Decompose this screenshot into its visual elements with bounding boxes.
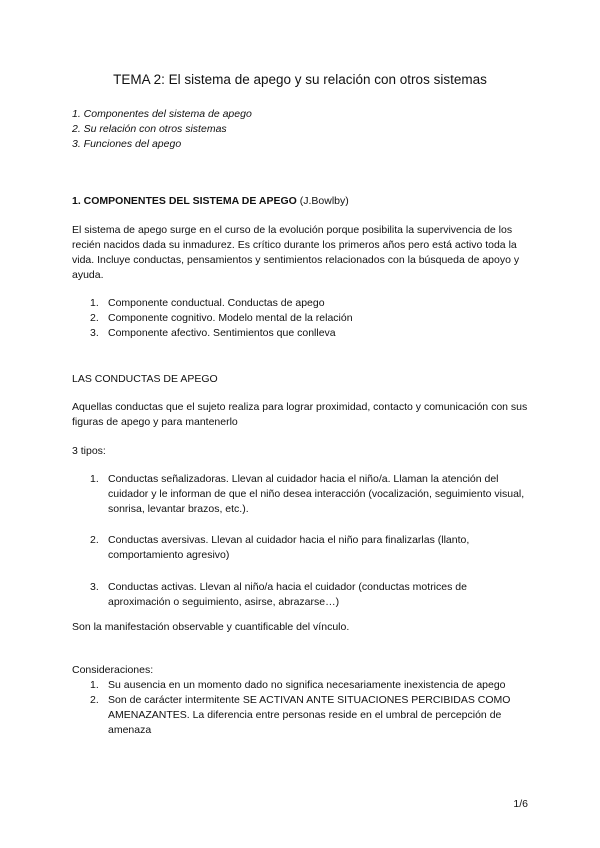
consideraciones-label: Consideraciones: xyxy=(72,664,154,676)
document-title: TEMA 2: El sistema de apego y su relación con otros sistemas xyxy=(113,72,487,87)
list-number: 1. xyxy=(90,473,99,485)
list-text: Conductas activas. Llevan al niño/a hacia el cuidador (conductas motrices de aproximación o seguimiento, asirse, abrazarse…) xyxy=(108,581,467,608)
list-number: 2. xyxy=(90,534,99,546)
list-number: 1. xyxy=(90,297,99,309)
list-item xyxy=(72,472,528,517)
list-number: 2. xyxy=(90,312,99,324)
conductas-definition: Aquellas conductas que el sujeto realiza para lograr proximidad, contacto y comunicación con sus figuras de apego y para mantenerlo xyxy=(72,401,528,428)
list-text: Son de carácter intermitente SE ACTIVAN ANTE SITUACIONES PERCIBIDAS COMO AMENAZANTES. La diferencia entre personas reside en el umbral de percepción de amenaza xyxy=(108,694,511,736)
consideraciones-list xyxy=(72,678,528,738)
toc-item-2: 2. Su relación con otros sistemas xyxy=(72,123,227,135)
toc-item-3: 3. Funciones del apego xyxy=(72,138,182,150)
list-item xyxy=(72,296,528,311)
conductas-heading: LAS CONDUCTAS DE APEGO xyxy=(72,373,218,385)
list-text: Componente conductual. Conductas de apego xyxy=(108,297,325,309)
conductas-summary: Son la manifestación observable y cuantificable del vínculo. xyxy=(72,621,350,633)
list-item xyxy=(72,326,528,341)
page-number: 1/6 xyxy=(513,798,528,810)
list-text: Su ausencia en un momento dado no significa necesariamente inexistencia de apego xyxy=(108,679,506,691)
list-text: Conductas señalizadoras. Llevan al cuidador hacia el niño/a. Llaman la atención del cuidador y le informan de que el niño desea interacción (vocalización, seguimiento visual, sonrisa, levantar brazos, etc.). xyxy=(108,473,525,515)
list-number: 3. xyxy=(90,327,99,339)
list-item xyxy=(72,693,528,738)
table-of-contents xyxy=(72,107,528,152)
list-item xyxy=(72,678,528,693)
section-heading-components xyxy=(72,194,528,209)
list-text: Componente afectivo. Sentimientos que conlleva xyxy=(108,327,336,339)
list-item xyxy=(72,311,528,326)
toc-item-1: 1. Componentes del sistema de apego xyxy=(72,108,252,120)
section-heading-author: (J.Bowlby) xyxy=(296,195,349,207)
section-heading-text: 1. COMPONENTES DEL SISTEMA DE APEGO xyxy=(72,195,297,207)
intro-paragraph: El sistema de apego surge en el curso de la evolución porque posibilita la supervivencia de los recién nacidos dada su inmadurez. Es crítico durante los primeros años pero está activo toda la vida. Incluye conductas, pensamientos y sentimientos relacionados con la búsqueda de apoyo y ayuda. xyxy=(72,224,520,281)
list-item xyxy=(72,580,528,610)
list-item xyxy=(72,533,528,563)
list-text: Conductas aversivas. Llevan al cuidador hacia el niño para finalizarlas (llanto, comportamiento agresivo) xyxy=(108,534,470,561)
list-text: Componente cognitivo. Modelo mental de la relación xyxy=(108,312,353,324)
list-number: 2. xyxy=(90,694,99,706)
list-number: 3. xyxy=(90,581,99,593)
tipos-list xyxy=(72,472,528,610)
tipos-label: 3 tipos: xyxy=(72,445,106,457)
components-list xyxy=(72,296,528,341)
list-number: 1. xyxy=(90,679,99,691)
